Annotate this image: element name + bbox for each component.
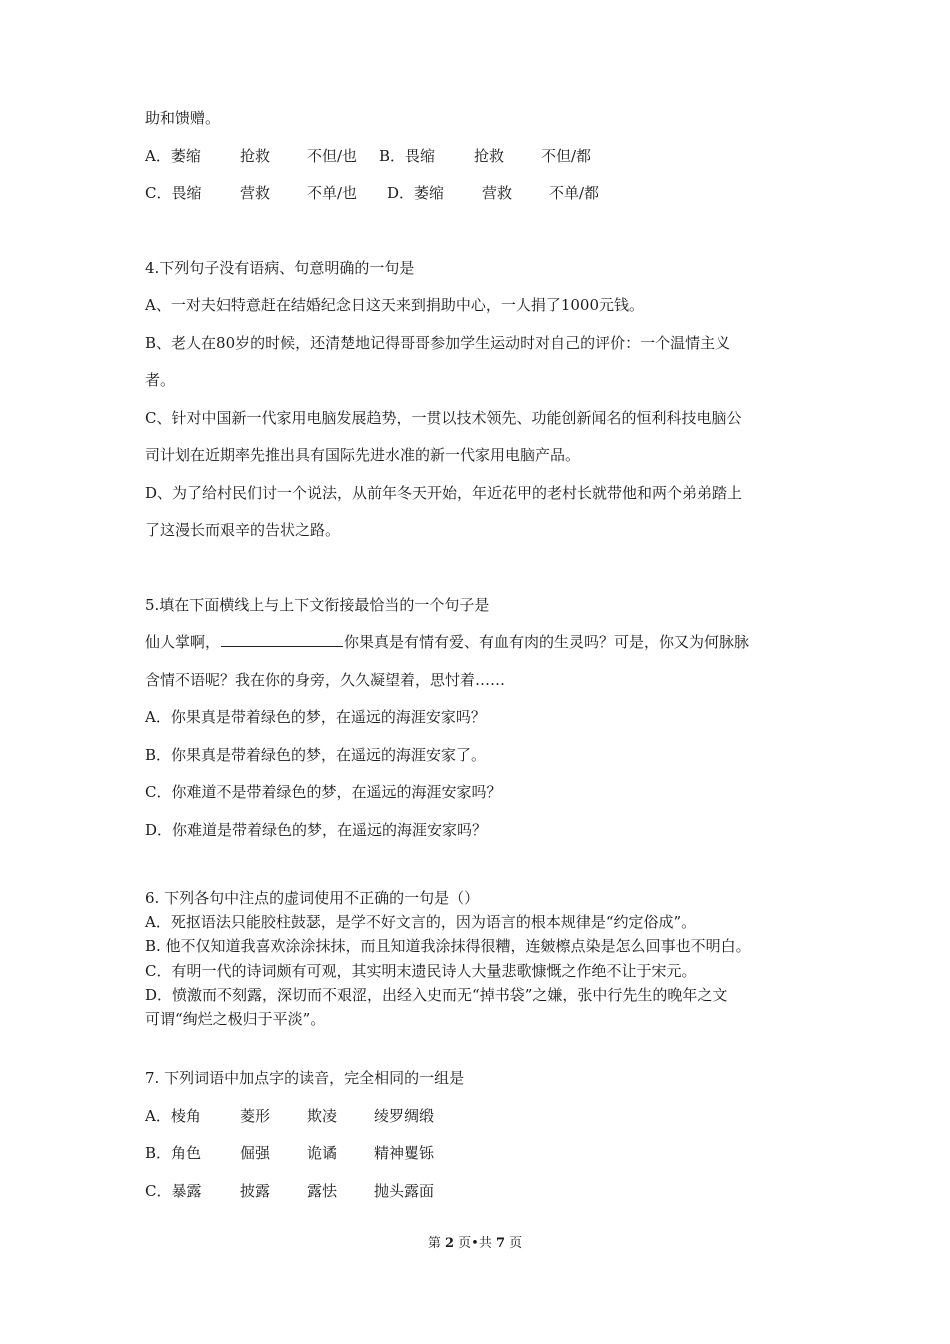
q3-option-c-word1: C．畏缩	[145, 184, 202, 202]
q6-option-d-line1: D．愤激而不刻露，深切而不艰涩，出经入史而无“掉书袋”之嫌，张中行先生的晚年之文	[145, 986, 728, 1004]
q3-option-d-word2: 营救	[482, 184, 513, 202]
q6-stem: 6. 下列各句中注点的虚词使用不正确的一句是（）	[145, 889, 480, 907]
q7-option-c-word3: 露怯	[307, 1182, 338, 1200]
footer-prefix: 第	[427, 1236, 441, 1251]
q6-option-b: B. 他不仅知道我喜欢涂涂抹抹，而且知道我涂抹得很糟，连皴檫点染是怎么回事也不明白。	[145, 937, 751, 955]
q7-option-a-word4: 绫罗绸缎	[374, 1107, 435, 1125]
q3-options-cd	[145, 183, 599, 203]
q6-option-d-line2: 可谓“绚烂之极归于平淡”。	[145, 1010, 326, 1028]
q5-passage-rest: 你果真是有情有爱、有血有肉的生灵吗？可是，你又为何脉脉	[344, 633, 750, 651]
q5-option-a: A．你果真是带着绿色的梦，在遥远的海涯安家吗？	[145, 708, 486, 726]
q3-option-d-word3: 不单/都	[549, 184, 600, 202]
q5-option-d: D．你难道是带着绿色的梦，在遥远的海涯安家吗？	[145, 821, 488, 839]
q7-option-c-word4: 抛头露面	[374, 1182, 435, 1200]
q4-option-d-line2: 了这漫长而艰辛的告状之路。	[145, 521, 341, 539]
footer-suffix: 页	[509, 1236, 523, 1251]
footer-page-number: 2	[444, 1236, 455, 1251]
q7-option-a	[145, 1106, 434, 1126]
q7-option-b-word2: 倔强	[240, 1144, 271, 1162]
q5-stem: 5.填在下面横线上与上下文衔接最恰当的一个句子是	[145, 596, 490, 614]
q3-option-c-word3: 不单/也	[307, 184, 358, 202]
q4-option-c-line1: C、针对中国新一代家用电脑发展趋势，一贯以技术领先、功能创新闻名的恒利科技电脑公	[145, 409, 742, 427]
q3-option-b-word3: 不但/都	[541, 147, 592, 165]
q7-stem: 7. 下列词语中加点字的读音，完全相同的一组是	[145, 1069, 465, 1087]
q4-option-d-line1: D、为了给村民们讨一个说法，从前年冬天开始，年近花甲的老村长就带他和两个弟弟踏上	[145, 484, 743, 502]
q4-stem: 4.下列句子没有语病、句意明确的一句是	[145, 259, 415, 277]
q7-option-a-word1: A．棱角	[145, 1107, 201, 1125]
q3-option-b-word2: 抢救	[474, 147, 505, 165]
q7-option-b-word4: 精神矍铄	[374, 1144, 435, 1162]
q4-option-a: A、一对夫妇特意赶在结婚纪念日这天来到捐助中心，一人捐了1000元钱。	[145, 296, 645, 314]
q7-option-a-word3: 欺凌	[307, 1107, 338, 1125]
q5-passage-start: 仙人掌啊，	[145, 633, 221, 651]
q3-options-ab	[145, 146, 591, 166]
q6-option-c: C．有明一代的诗词颇有可观，其实明末遗民诗人大量悲歌慷慨之作绝不让于宋元。	[145, 962, 697, 980]
page-footer	[0, 1232, 950, 1251]
q7-option-b	[145, 1143, 434, 1163]
q7-option-c-word1: C．暴露	[145, 1182, 202, 1200]
q3-option-b-word1: B．畏缩	[379, 147, 436, 165]
q4-option-b-line2: 者。	[145, 371, 176, 389]
q7-option-c-word2: 披露	[240, 1182, 271, 1200]
q5-passage-line1	[145, 632, 749, 652]
footer-total-pages: 7	[495, 1236, 506, 1251]
q7-option-b-word3: 诡谲	[307, 1144, 338, 1162]
q6-option-a: A．死抠语法只能胶柱鼓瑟，是学不好文言的，因为语言的根本规律是“约定俗成”。	[145, 913, 697, 931]
q3-option-a-word3: 不但/也	[307, 147, 358, 165]
q4-option-b-line1: B、老人在80岁的时候，还清楚地记得哥哥参加学生运动时对自己的评价：一个温情主义	[145, 334, 731, 352]
q5-passage-line2: 含情不语呢？我在你的身旁，久久凝望着，思忖着……	[145, 671, 506, 689]
footer-middle: 页•共	[458, 1236, 492, 1251]
q3-tail: 助和馈赠。	[145, 109, 221, 127]
q3-option-c-word2: 营救	[240, 184, 271, 202]
q5-option-b: B．你果真是带着绿色的梦，在遥远的海涯安家了。	[145, 746, 487, 764]
q3-option-d-word1: D．萎缩	[387, 184, 445, 202]
q3-option-a-word2: 抢救	[240, 147, 271, 165]
q4-option-c-line2: 司计划在近期率先推出具有国际先进水准的新一代家用电脑产品。	[145, 446, 581, 464]
q7-option-c	[145, 1181, 434, 1201]
q5-fill-blank	[221, 632, 343, 647]
q5-option-c: C．你难道不是带着绿色的梦，在遥远的海涯安家吗？	[145, 783, 502, 801]
q7-option-a-word2: 菱形	[240, 1107, 271, 1125]
q3-option-a-word1: A．萎缩	[145, 147, 201, 165]
q7-option-b-word1: B．角色	[145, 1144, 202, 1162]
